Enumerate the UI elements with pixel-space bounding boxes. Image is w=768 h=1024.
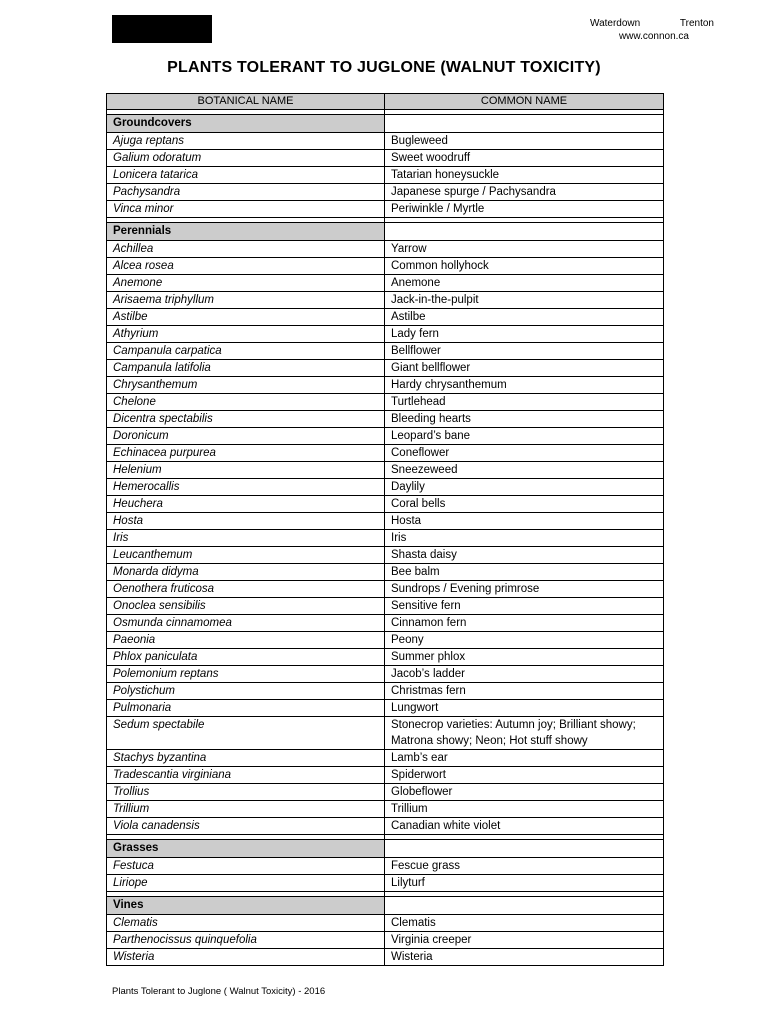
table-row bbox=[107, 445, 664, 462]
common-name-cell: Turtlehead bbox=[385, 394, 664, 411]
botanical-name-cell: Paeonia bbox=[107, 632, 385, 649]
common-name-cell: Periwinkle / Myrtle bbox=[385, 201, 664, 218]
section-header-row bbox=[107, 115, 664, 133]
table-row bbox=[107, 547, 664, 564]
table-row bbox=[107, 666, 664, 683]
table-row bbox=[107, 133, 664, 150]
table-row bbox=[107, 564, 664, 581]
common-name-cell: Jacob’s ladder bbox=[385, 666, 664, 683]
common-name-cell: Sweet woodruff bbox=[385, 150, 664, 167]
table-row bbox=[107, 683, 664, 700]
table-row bbox=[107, 309, 664, 326]
table-row bbox=[107, 750, 664, 767]
table-body bbox=[107, 110, 664, 966]
table-row bbox=[107, 326, 664, 343]
common-name-cell: Coral bells bbox=[385, 496, 664, 513]
botanical-name-cell: Galium odoratum bbox=[107, 150, 385, 167]
botanical-name-cell: Pachysandra bbox=[107, 184, 385, 201]
table-row bbox=[107, 258, 664, 275]
common-name-cell: Jack-in-the-pulpit bbox=[385, 292, 664, 309]
section-header-row bbox=[107, 223, 664, 241]
botanical-name-cell: Pulmonaria bbox=[107, 700, 385, 717]
table-row bbox=[107, 496, 664, 513]
botanical-name-cell: Osmunda cinnamomea bbox=[107, 615, 385, 632]
common-name-cell: Trillium bbox=[385, 801, 664, 818]
botanical-name-cell: Alcea rosea bbox=[107, 258, 385, 275]
common-name-cell: Wisteria bbox=[385, 949, 664, 966]
common-name-cell: Anemone bbox=[385, 275, 664, 292]
botanical-name-cell: Hosta bbox=[107, 513, 385, 530]
table-row bbox=[107, 343, 664, 360]
common-name-cell: Hardy chrysanthemum bbox=[385, 377, 664, 394]
common-name-cell: Daylily bbox=[385, 479, 664, 496]
page-footer: Plants Tolerant to Juglone ( Walnut Toxicity) - 2016 bbox=[112, 986, 326, 997]
table-row bbox=[107, 784, 664, 801]
botanical-name-cell: Clematis bbox=[107, 915, 385, 932]
botanical-name-cell: Lonicera tatarica bbox=[107, 167, 385, 184]
botanical-name-cell: Campanula carpatica bbox=[107, 343, 385, 360]
table-row bbox=[107, 818, 664, 835]
common-name-cell: Cinnamon fern bbox=[385, 615, 664, 632]
botanical-name-cell: Dicentra spectabilis bbox=[107, 411, 385, 428]
table-row bbox=[107, 598, 664, 615]
location-waterdown: Waterdown bbox=[590, 18, 641, 29]
common-name-cell: Yarrow bbox=[385, 241, 664, 258]
table-row bbox=[107, 875, 664, 892]
common-name-cell: Virginia creeper bbox=[385, 932, 664, 949]
table-row bbox=[107, 411, 664, 428]
section-empty-cell bbox=[385, 115, 664, 133]
column-header-common: COMMON NAME bbox=[385, 94, 664, 110]
common-name-cell: Sundrops / Evening primrose bbox=[385, 581, 664, 598]
botanical-name-cell: Doronicum bbox=[107, 428, 385, 445]
common-name-cell: Astilbe bbox=[385, 309, 664, 326]
table-row bbox=[107, 530, 664, 547]
botanical-name-cell: Vinca minor bbox=[107, 201, 385, 218]
botanical-name-cell: Chrysanthemum bbox=[107, 377, 385, 394]
common-name-cell: Iris bbox=[385, 530, 664, 547]
botanical-name-cell: Liriope bbox=[107, 875, 385, 892]
common-name-cell: Clematis bbox=[385, 915, 664, 932]
header-contact bbox=[560, 17, 720, 43]
botanical-name-cell: Oenothera fruticosa bbox=[107, 581, 385, 598]
section-empty-cell bbox=[385, 840, 664, 858]
botanical-name-cell: Viola canadensis bbox=[107, 818, 385, 835]
table-row bbox=[107, 462, 664, 479]
common-name-cell: Bleeding hearts bbox=[385, 411, 664, 428]
table-row bbox=[107, 649, 664, 666]
common-name-cell: Giant bellflower bbox=[385, 360, 664, 377]
botanical-name-cell: Heuchera bbox=[107, 496, 385, 513]
botanical-name-cell: Echinacea purpurea bbox=[107, 445, 385, 462]
common-name-cell: Sensitive fern bbox=[385, 598, 664, 615]
table-row bbox=[107, 513, 664, 530]
section-title: Grasses bbox=[107, 840, 385, 858]
common-name-cell: Japanese spurge / Pachysandra bbox=[385, 184, 664, 201]
botanical-name-cell: Trollius bbox=[107, 784, 385, 801]
section-title: Perennials bbox=[107, 223, 385, 241]
botanical-name-cell: Chelone bbox=[107, 394, 385, 411]
botanical-name-cell: Wisteria bbox=[107, 949, 385, 966]
section-header-row bbox=[107, 897, 664, 915]
table-header-row bbox=[107, 94, 664, 110]
botanical-name-cell: Stachys byzantina bbox=[107, 750, 385, 767]
location-trenton: Trenton bbox=[679, 18, 714, 29]
section-title: Vines bbox=[107, 897, 385, 915]
botanical-name-cell: Festuca bbox=[107, 858, 385, 875]
botanical-name-cell: Achillea bbox=[107, 241, 385, 258]
table-row bbox=[107, 241, 664, 258]
table-row bbox=[107, 858, 664, 875]
botanical-name-cell: Leucanthemum bbox=[107, 547, 385, 564]
table-row bbox=[107, 767, 664, 784]
common-name-cell: Canadian white violet bbox=[385, 818, 664, 835]
botanical-name-cell: Onoclea sensibilis bbox=[107, 598, 385, 615]
common-name-cell: Shasta daisy bbox=[385, 547, 664, 564]
common-name-cell: Leopard’s bane bbox=[385, 428, 664, 445]
table-row bbox=[107, 150, 664, 167]
table-row bbox=[107, 717, 664, 750]
section-empty-cell bbox=[385, 897, 664, 915]
common-name-cell: Fescue grass bbox=[385, 858, 664, 875]
table-row bbox=[107, 949, 664, 966]
table-row bbox=[107, 184, 664, 201]
section-empty-cell bbox=[385, 223, 664, 241]
common-name-cell: Bellflower bbox=[385, 343, 664, 360]
plant-table bbox=[106, 93, 664, 966]
botanical-name-cell: Sedum spectabile bbox=[107, 717, 385, 750]
botanical-name-cell: Tradescantia virginiana bbox=[107, 767, 385, 784]
table-row bbox=[107, 915, 664, 932]
website-link[interactable]: www.connon.ca bbox=[618, 31, 689, 42]
botanical-name-cell: Hemerocallis bbox=[107, 479, 385, 496]
common-name-cell: Bugleweed bbox=[385, 133, 664, 150]
botanical-name-cell: Ajuga reptans bbox=[107, 133, 385, 150]
botanical-name-cell: Campanula latifolia bbox=[107, 360, 385, 377]
table-row bbox=[107, 479, 664, 496]
botanical-name-cell: Polemonium reptans bbox=[107, 666, 385, 683]
logo-redacted bbox=[112, 15, 212, 43]
common-name-cell: Tatarian honeysuckle bbox=[385, 167, 664, 184]
common-name-cell: Peony bbox=[385, 632, 664, 649]
botanical-name-cell: Polystichum bbox=[107, 683, 385, 700]
table-row bbox=[107, 615, 664, 632]
common-name-cell: Lady fern bbox=[385, 326, 664, 343]
common-name-cell: Lilyturf bbox=[385, 875, 664, 892]
common-name-cell: Common hollyhock bbox=[385, 258, 664, 275]
table-row bbox=[107, 932, 664, 949]
table-row bbox=[107, 581, 664, 598]
page-title: PLANTS TOLERANT TO JUGLONE (WALNUT TOXICITY) bbox=[167, 59, 601, 76]
common-name-cell: Spiderwort bbox=[385, 767, 664, 784]
table-row bbox=[107, 360, 664, 377]
common-name-cell: Stonecrop varieties: Autumn joy; Brilliant showy; Matrona showy; Neon; Hot stuff showy bbox=[385, 717, 664, 750]
table-row bbox=[107, 275, 664, 292]
table-row bbox=[107, 167, 664, 184]
section-title: Groundcovers bbox=[107, 115, 385, 133]
table-row bbox=[107, 394, 664, 411]
common-name-cell: Bee balm bbox=[385, 564, 664, 581]
column-header-botanical: BOTANICAL NAME bbox=[107, 94, 385, 110]
botanical-name-cell: Trillium bbox=[107, 801, 385, 818]
common-name-cell: Summer phlox bbox=[385, 649, 664, 666]
botanical-name-cell: Iris bbox=[107, 530, 385, 547]
botanical-name-cell: Anemone bbox=[107, 275, 385, 292]
common-name-cell: Sneezeweed bbox=[385, 462, 664, 479]
botanical-name-cell: Athyrium bbox=[107, 326, 385, 343]
botanical-name-cell: Astilbe bbox=[107, 309, 385, 326]
common-name-cell: Globeflower bbox=[385, 784, 664, 801]
table-row bbox=[107, 801, 664, 818]
table-row bbox=[107, 292, 664, 309]
common-name-cell: Coneflower bbox=[385, 445, 664, 462]
common-name-cell: Hosta bbox=[385, 513, 664, 530]
table-row bbox=[107, 377, 664, 394]
common-name-cell: Christmas fern bbox=[385, 683, 664, 700]
botanical-name-cell: Helenium bbox=[107, 462, 385, 479]
table-row bbox=[107, 700, 664, 717]
common-name-cell: Lungwort bbox=[385, 700, 664, 717]
common-name-cell: Lamb’s ear bbox=[385, 750, 664, 767]
botanical-name-cell: Arisaema triphyllum bbox=[107, 292, 385, 309]
table-row bbox=[107, 632, 664, 649]
section-header-row bbox=[107, 840, 664, 858]
table-row bbox=[107, 201, 664, 218]
table-row bbox=[107, 428, 664, 445]
botanical-name-cell: Parthenocissus quinquefolia bbox=[107, 932, 385, 949]
botanical-name-cell: Phlox paniculata bbox=[107, 649, 385, 666]
botanical-name-cell: Monarda didyma bbox=[107, 564, 385, 581]
